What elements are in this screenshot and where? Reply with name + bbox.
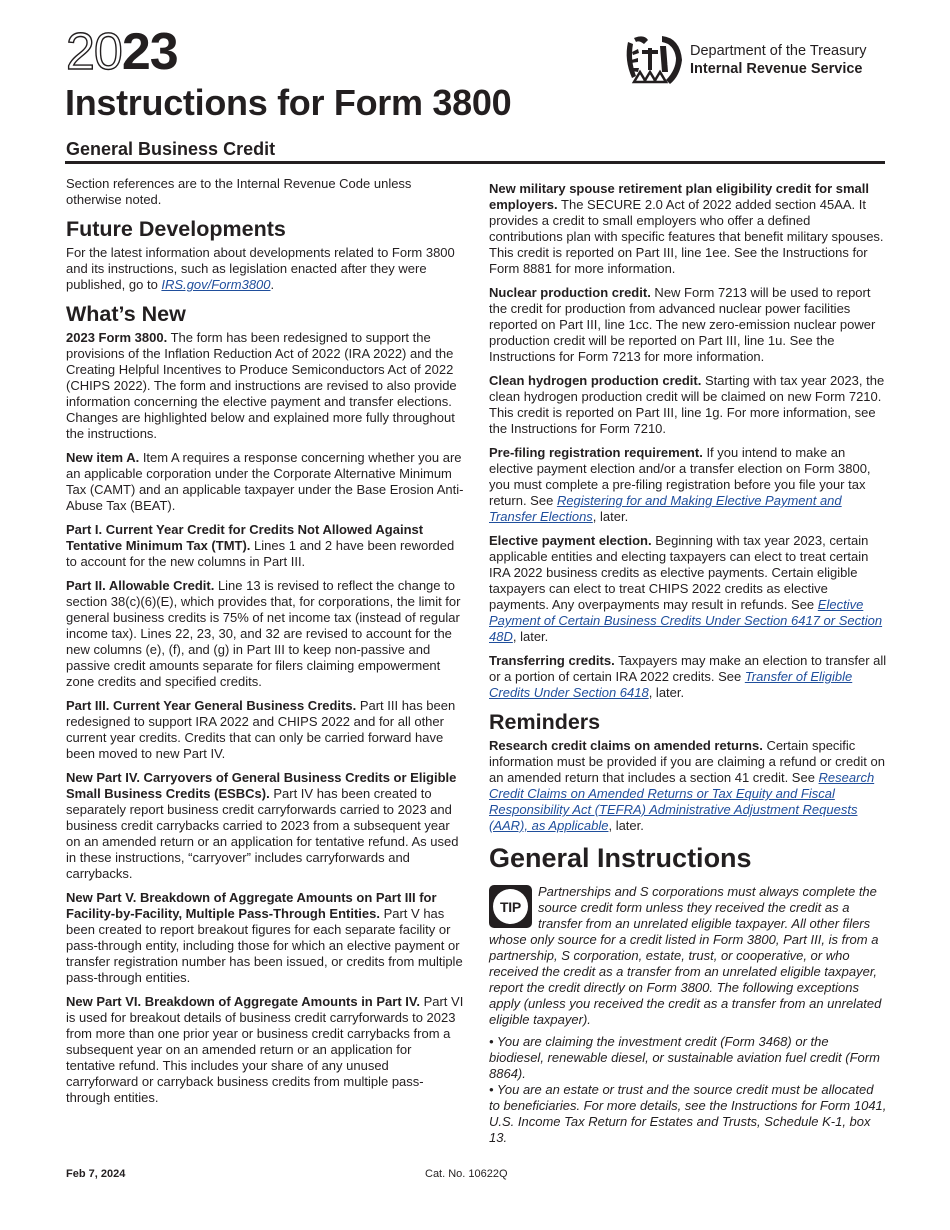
general-instructions-heading: General Instructions — [489, 843, 752, 873]
whats-new-item: Transferring credits. Taxpayers may make an election to transfer all or a portion of certain IRA 2022 credits. See Transfer of Eligible Credits Under Section 6418, later. — [489, 653, 887, 700]
agency-block — [622, 32, 867, 88]
header-divider — [65, 161, 885, 164]
tax-year: 2023 — [66, 23, 178, 81]
tip-icon: TIP — [489, 885, 532, 928]
whats-new-heading: What’s New — [66, 302, 186, 326]
reminder-item: Research credit claims on amended returns. Certain specific information must be provided if you are claiming a refund or credit on an amended return that includes a section 41 credit. See Research Credit Claims on Amended Returns or Tax Equity and Fiscal Responsibility Act (TEFRA) Administrative Adjustment Requests (AAR), as Applicable, later. — [489, 738, 885, 833]
irs-eagle-logo-icon — [622, 32, 686, 88]
whats-new-item: Pre-filing registration requirement. If you intend to make an elective payment election and/or a transfer election on Form 3800, you must complete a pre-filing registration before you file your tax return. See Registering for and Making Elective Payment and Transfer Elections, later. — [489, 445, 871, 524]
tip-box — [489, 884, 887, 1028]
page-title: Instructions for Form 3800 — [65, 82, 512, 123]
tip-text: Partnerships and S corporations must always complete the source credit form unless they received the credit as a transfer from an unrelated eligible taxpayer. All other filers whose only source for a credit listed in Form 3800, Part III, is from a partnership, S corporation, estate, trust, or cooperative, or who received the credit as a transfer from an unrelated eligible taxpayer, report the credit directly on Form 3800. The following exceptions apply (unless you received the credit as a transfer from an unrelated eligible taxpayer). — [489, 884, 882, 1027]
whats-new-item: Elective payment election. Beginning with tax year 2023, certain applicable entities and electing taxpayers can elect to treat certain IRA 2022 business credits as elective payments. Certain eligible taxpayers can elect to treat CHIPS 2022 credits as elective payments. Any overpayments may result in refunds. See Elective Payment of Certain Business Credits Under Section 6417 or Section 48D, later. — [489, 533, 883, 644]
revision-date: Feb 7, 2024 — [66, 1168, 126, 1180]
irs-form3800-link[interactable]: IRS.gov/Form3800 — [161, 277, 271, 292]
whats-new-item: New item A. Item A requires a response concerning whether you are an applicable corporation under the Corporate Alternative Minimum Tax (CAMT) and an applicable taxpayer under the Base Erosion Anti-Abuse Tax (BEAT). — [66, 450, 464, 513]
intro-text: Section references are to the Internal Revenue Code unless otherwise noted. — [66, 176, 412, 207]
page-subtitle: General Business Credit — [66, 139, 276, 159]
list-item: • You are an estate or trust and the source credit must be allocated to beneficiaries. For more details, see the Instructions for Form 1041, U.S. Income Tax Return for Estates and Trusts, Schedule K-1, box 13. — [489, 1082, 887, 1145]
whats-new-item: 2023 Form 3800. The form has been redesigned to support the provisions of the Inflation Reduction Act of 2022 (IRA 2022) and the Creating Helpful Incentives to Produce Semiconductors Act of 2022 (CHIPS 2022). The form and instructions are revised to also provide information concerning the elective payment and transfer elections. Changes are highlighted below and explained more fully throughout the instructions. — [66, 330, 457, 441]
catalog-number: Cat. No. 10622Q — [425, 1168, 508, 1180]
whats-new-item: Part I. Current Year Credit for Credits Not Allowed Against Tentative Minimum Tax (TMT). Lines 1 and 2 have been reworded to account for the new columns in Part III. — [66, 522, 455, 569]
list-item: • You are claiming the investment credit (Form 3468) or the biodiesel, renewable diesel, or sustainable aviation fuel credit (Form 8864). — [489, 1034, 880, 1081]
whats-new-item: Nuclear production credit. New Form 7213 will be used to report the credit for production from advanced nuclear power facilities reported on Part III, line 1cc. The new zero-emission nuclear power production credit will be reported on Part III, line 1u. See the Instructions for Form 7213 for more information. — [489, 285, 876, 364]
transfer-credits-link[interactable]: Transfer of Eligible Credits Under Section 6418 — [489, 669, 853, 700]
future-developments-text: For the latest information about developments related to Form 3800 and its instructions, such as legislation enacted after they were published, go to IRS.gov/Form3800. — [66, 245, 455, 292]
research-credit-claims-link[interactable]: Research Credit Claims on Amended Returns or Tax Equity and Fiscal Responsibility Act (TEFRA) Administrative Adjustment Requests (AAR), as Applicable — [489, 770, 875, 833]
whats-new-item: New military spouse retirement plan eligibility credit for small employers. The SECURE 2.0 Act of 2022 added section 45AA. It provides a credit to small employers who offer a defined contributions plan with specific features that benefit military spouses. This credit is reported on Part III, line 1ee. See the Instructions for Form 8881 for more information. — [489, 181, 884, 276]
whats-new-item: Part III. Current Year General Business Credits. Part III has been redesigned to support IRA 2022 and CHIPS 2022 and for all other current year credits. Credits that can only be carried forward have been moved to new Part IV. — [66, 698, 456, 761]
whats-new-item: New Part IV. Carryovers of General Business Credits or Eligible Small Business Credits (ESBCs). Part IV has been created to separately report business credit carryforwards carried to 2023 and business credit carrybacks carried to 2023 from a subsequent year on an amended return or an application for tentative refund. As used in these instructions, “carryover” includes carryforwards and carrybacks. — [66, 770, 459, 881]
exceptions-list — [489, 1034, 887, 1146]
whats-new-item: Part II. Allowable Credit. Line 13 is revised to reflect the change to section 38(c)(6)(E), which provides that, for corporations, the limit for general business credits is 75% of net income tax (instead of regular income tax). Lines 22, 23, 30, and 32 are revised to account for the new columns (e), (f), and (g) in Part III to keep non-passive and passive credit amounts separate for filers claiming empowerment zone credits and specified credits. — [66, 578, 461, 689]
department-name: Department of the Treasury — [690, 43, 867, 59]
agency-name: Internal Revenue Service — [690, 61, 863, 77]
reminders-heading: Reminders — [489, 710, 601, 734]
whats-new-item: Clean hydrogen production credit. Starting with tax year 2023, the clean hydrogen production credit will be claimed on new Form 7210. This credit is reported on Part III, line 1g. For more information, see the Instructions for Form 7210. — [489, 373, 885, 436]
left-column — [66, 176, 464, 1114]
whats-new-item: New Part V. Breakdown of Aggregate Amounts on Part III for Facility-by-Facility, Multiple Pass-Through Entities. Part V has been created to report breakout figures for each separate facility or pass-through entity, including those for which an elective payment or transfer registration number has been issued, or credits from multiple pass-through entities. — [66, 890, 463, 985]
whats-new-item: New Part VI. Breakdown of Aggregate Amounts in Part IV. Part VI is used for breakout details of business credit carryforwards to 2023 from more than one prior year or business credit carrybacks from a subsequent year on an amended return or an application for tentative refund. This includes your share of any unused carryforward or carryback business credits from multiple pass-through entities. — [66, 994, 464, 1105]
right-column — [489, 181, 887, 1146]
future-developments-heading: Future Developments — [66, 217, 286, 241]
registering-elections-link[interactable]: Registering for and Making Elective Payment and Transfer Elections — [489, 493, 842, 524]
elective-payment-link[interactable]: Elective Payment of Certain Business Credits Under Section 6417 or Section 48D — [489, 597, 883, 644]
